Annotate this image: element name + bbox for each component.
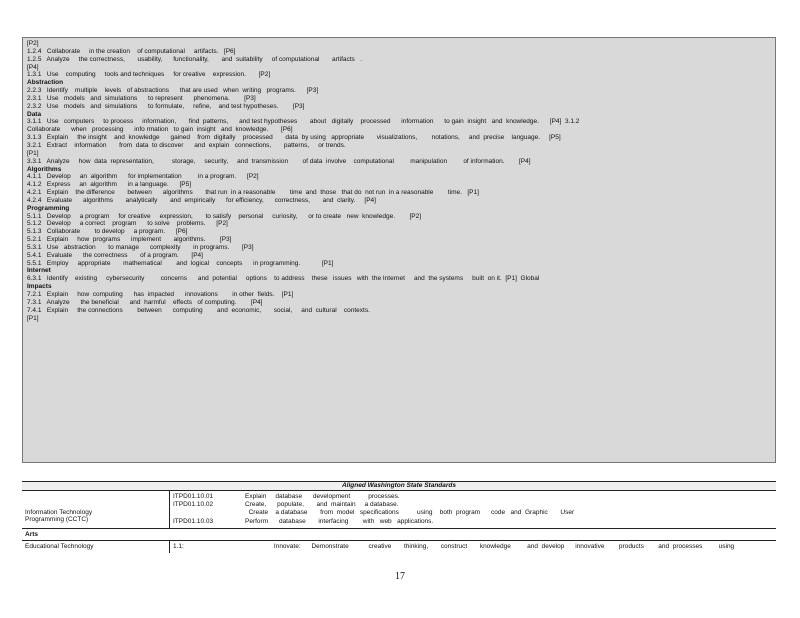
standard-line: 5.1.2 Develop a correct program to solve problems. [P2]	[27, 220, 228, 228]
standard-desc: Perform database interfacing with web applications.	[245, 517, 434, 525]
standard-line: 2.3.1 Use models and simulations to represent phenomena. [P3]	[27, 94, 256, 102]
standard-line: 7.3.1 Analyze the beneficial and harmful effects of computing. [P4]	[27, 298, 263, 306]
it-program-line2: Programming (CCTC)	[25, 516, 89, 523]
table-row-it	[22, 491, 776, 529]
standard-line: 1.3.1 Use computing tools and techniques for creative expression. [P2]	[27, 71, 271, 79]
standard-code: 1.1:	[173, 542, 184, 550]
section-heading: Internet	[27, 267, 51, 275]
standard-line: Collaborate when processing info rmation to gain insight and knowledge. [P6]	[27, 126, 293, 134]
section-heading: Impacts	[27, 283, 52, 291]
page-number: 17	[395, 571, 405, 582]
standard-line: 4.2.4 Evaluate algorithms analytically and empirically for efficiency, correctness, and clarity. [P4]	[27, 196, 376, 204]
standard-code: ITPD01.10.01	[173, 493, 214, 500]
standard-line: 7.2.1 Explain how computing has impacted innovations in other fields. [P1]	[27, 291, 294, 298]
standard-line: 5.1.1 Develop a program for creative expression, to satisfy personal curiosity, or to create new knowledge. [P2]	[27, 212, 422, 220]
standard-line: 3.1.1 Use computers to process information, find patterns, and test hypotheses about digitally processed information to gain insight and knowledge. [P4] 3.1.2	[27, 118, 580, 126]
standard-line: [P4]	[27, 63, 39, 71]
table-subrow	[173, 501, 773, 509]
standard-line: 5.2.1 Explain how programs implement algorithms. [P3]	[27, 236, 232, 244]
standard-line: 7.4.1 Explain the connections between computing and economic, social, and cultural contexts.	[27, 306, 370, 314]
standard-line: 3.3.1 Analyze how data representation, storage, security, and transmission of data involve computational manipulation of information. [P4]	[27, 157, 531, 165]
standard-code: ITPD01.10.02	[173, 501, 214, 509]
standard-line: 1.2.4 Collaborate in the creation of computational artifacts. [P6]	[27, 47, 236, 55]
it-program-line1: Information Technology	[25, 509, 93, 516]
standard-line: 5.3.1 Use abstraction to manage complexity in programs. [P3]	[27, 243, 254, 251]
edtech-program-cell: Educational Technology	[22, 541, 170, 553]
table-row-edtech	[22, 541, 776, 553]
table-subrow	[173, 493, 773, 501]
table-title: Aligned Washington State Standards	[22, 481, 776, 491]
standards-lines	[27, 40, 771, 322]
standard-line: 4.1.1 Develop an algorithm for implementation in a program. [P2]	[27, 173, 259, 181]
it-standards-cell	[170, 491, 776, 528]
section-heading: Programming	[27, 204, 70, 212]
standard-line: [P2]	[27, 40, 39, 47]
section-heading: Abstraction	[27, 79, 64, 87]
it-program-cell	[22, 491, 170, 528]
standard-line: 3.2.1 Extract information from data to discover and explain connections, patterns, or trends.	[27, 141, 346, 149]
standard-line: 5.5.1 Employ appropriate mathematical and logical concepts in programming. [P1]	[27, 259, 334, 267]
standard-desc: Innovate: Demonstrate creative thinking, construct knowledge and develop innovative products and processes using	[245, 542, 735, 550]
section-heading: Data	[27, 110, 42, 118]
table-subrow	[173, 509, 773, 517]
table-row-arts	[22, 529, 776, 541]
standard-line: 6.3.1 Identify existing cybersecurity concerns and potential options to address these issues with the Internet and the systems built on it. [P1] Global	[27, 275, 540, 283]
standard-line: 2.2.3 Identify multiple levels of abstractions that are used when writing programs. [P3]	[27, 87, 319, 95]
standards-box	[22, 37, 776, 463]
standard-code	[173, 509, 245, 517]
arts-heading: Arts	[25, 530, 39, 538]
standard-line: [P1]	[27, 149, 39, 157]
standard-line: [P1]	[27, 314, 39, 322]
standard-desc: Create, populate, and maintain a database.	[245, 501, 399, 509]
table-subrow	[173, 518, 773, 526]
aligned-standards-table	[22, 481, 776, 553]
standard-line: 4.1.2 Express an algorithm in a language. [P5]	[27, 181, 192, 189]
standard-line: 5.1.3 Collaborate to develop a program. [P6]	[27, 228, 188, 236]
standard-code: ITPD01.10.03	[173, 517, 214, 525]
standard-line: 3.1.3 Explain the insight and knowledge gained from digitally processed data by using appropriate visualizations, notations, and precise language. [P5]	[27, 134, 561, 142]
standard-line: 2.3.2 Use models and simulations to formulate, refine, and test hypotheses. [P3]	[27, 102, 305, 110]
section-heading: Algorithms	[27, 165, 62, 173]
standard-line: 4.2.1 Explain the difference between algorithms that run in a reasonable time and those that do not run in a reasonable time. [P1]	[27, 189, 479, 197]
edtech-standards-cell	[170, 541, 776, 553]
standard-desc: Explain database development processes.	[245, 493, 400, 500]
standard-line: 5.4.1 Evaluate the correctness of a program. [P4]	[27, 251, 203, 259]
standard-line: 1.2.5 Analyze the correctness, usability, functionality, and suitability of computational artifacts .	[27, 55, 363, 63]
standard-desc: Create a database from model specifications using both program code and Graphic User	[245, 509, 575, 517]
